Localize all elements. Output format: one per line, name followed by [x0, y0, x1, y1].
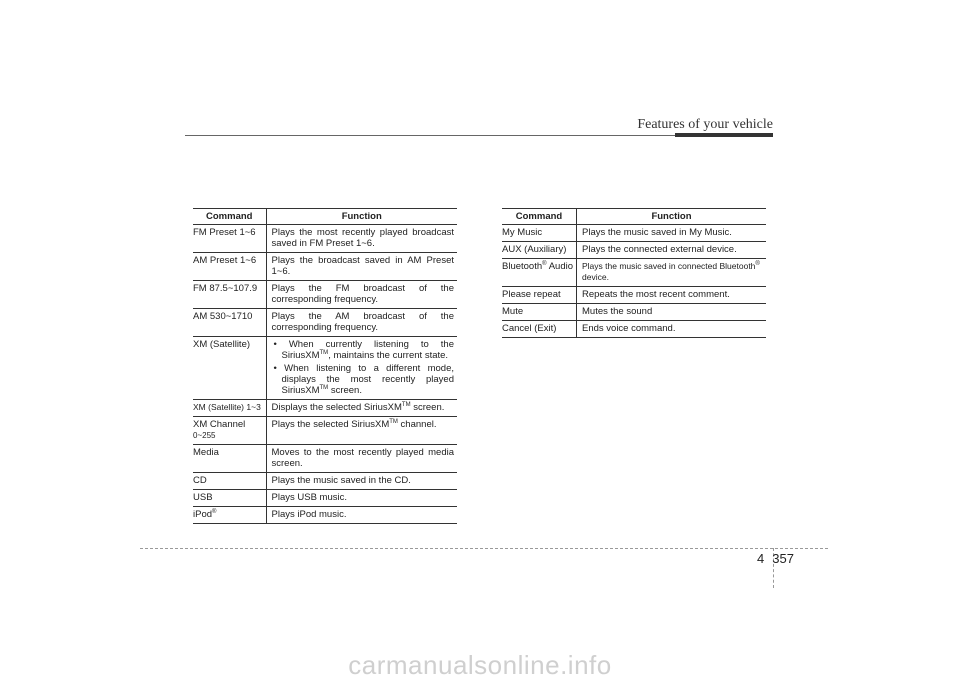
table-row	[193, 490, 457, 507]
table-row	[502, 321, 766, 338]
table-header-row	[193, 209, 457, 225]
table-header-row	[502, 209, 766, 225]
table-row-bluetooth	[502, 259, 766, 287]
command-column-header: Command	[193, 209, 266, 225]
command-cell: Media	[193, 445, 266, 473]
table-row	[193, 309, 457, 337]
command-cell: XM Channel 0~255	[193, 417, 266, 445]
table-row	[193, 253, 457, 281]
function-cell: Moves to the most recently played media screen.	[266, 445, 457, 473]
voice-commands-table-right	[502, 208, 766, 338]
function-cell: Plays the most recently played broadcast saved in FM Preset 1~6.	[266, 225, 457, 253]
function-cell: Plays the connected external device.	[577, 242, 767, 259]
command-cell: AM 530~1710	[193, 309, 266, 337]
command-cell: Bluetooth® Audio	[502, 259, 577, 287]
header-accent-bar	[675, 133, 773, 137]
command-cell: AM Preset 1~6	[193, 253, 266, 281]
table-row	[193, 400, 457, 417]
page-number	[757, 551, 794, 566]
table-row	[502, 304, 766, 321]
table-row	[193, 281, 457, 309]
table-row	[193, 445, 457, 473]
function-cell: Plays the AM broadcast of the corresponding frequency.	[266, 309, 457, 337]
command-cell: FM 87.5~107.9	[193, 281, 266, 309]
command-cell: Mute	[502, 304, 577, 321]
function-cell: Plays the music saved in My Music.	[577, 225, 767, 242]
function-cell: Ends voice command.	[577, 321, 767, 338]
function-cell	[266, 337, 457, 400]
page-header-title: Features of your vehicle	[637, 117, 773, 132]
function-cell: Plays iPod music.	[266, 507, 457, 524]
function-column-header: Function	[266, 209, 457, 225]
table-row	[502, 242, 766, 259]
command-column-header: Command	[502, 209, 577, 225]
function-cell: Displays the selected SiriusXM™ screen.	[266, 400, 457, 417]
function-cell: Plays the music saved in the CD.	[266, 473, 457, 490]
table-row	[193, 507, 457, 524]
function-cell: Plays the selected SiriusXM™ channel.	[266, 417, 457, 445]
command-cell: iPod®	[193, 507, 266, 524]
function-cell: Plays USB music.	[266, 490, 457, 507]
table-row	[193, 417, 457, 445]
command-cell: USB	[193, 490, 266, 507]
function-cell: Plays the music saved in connected Bluetooth® device.	[577, 259, 767, 287]
command-cell: XM (Satellite) 1~3	[193, 400, 266, 417]
table-row	[502, 287, 766, 304]
bullet-item: • When listening to a different mode, displays the most recently played SiriusXM™ screen.	[273, 363, 455, 396]
function-cell: Plays the FM broadcast of the corresponding frequency.	[266, 281, 457, 309]
function-cell: Plays the broadcast saved in AM Preset 1~6.	[266, 253, 457, 281]
bullet-item: • When currently listening to the SiriusXM™, maintains the current state.	[273, 339, 454, 361]
table-row	[193, 225, 457, 253]
command-cell: FM Preset 1~6	[193, 225, 266, 253]
command-cell: AUX (Auxiliary)	[502, 242, 577, 259]
command-cell: Cancel (Exit)	[502, 321, 577, 338]
chapter-number: 4	[757, 551, 765, 566]
watermark-text: carmanualsonline.info	[348, 650, 612, 680]
function-cell: Mutes the sound	[577, 304, 767, 321]
command-cell: My Music	[502, 225, 577, 242]
channel-range: 0~255	[193, 431, 216, 440]
voice-commands-table-left	[193, 208, 457, 524]
table-row-xm	[193, 337, 457, 400]
table-row	[502, 225, 766, 242]
command-cell: CD	[193, 473, 266, 490]
command-cell: Please repeat	[502, 287, 577, 304]
command-cell: XM (Satellite)	[193, 337, 266, 400]
page-number-value: 357	[772, 551, 794, 566]
function-column-header: Function	[577, 209, 767, 225]
function-cell: Repeats the most recent comment.	[577, 287, 767, 304]
footer-dashed-rule	[140, 548, 828, 549]
table-row	[193, 473, 457, 490]
